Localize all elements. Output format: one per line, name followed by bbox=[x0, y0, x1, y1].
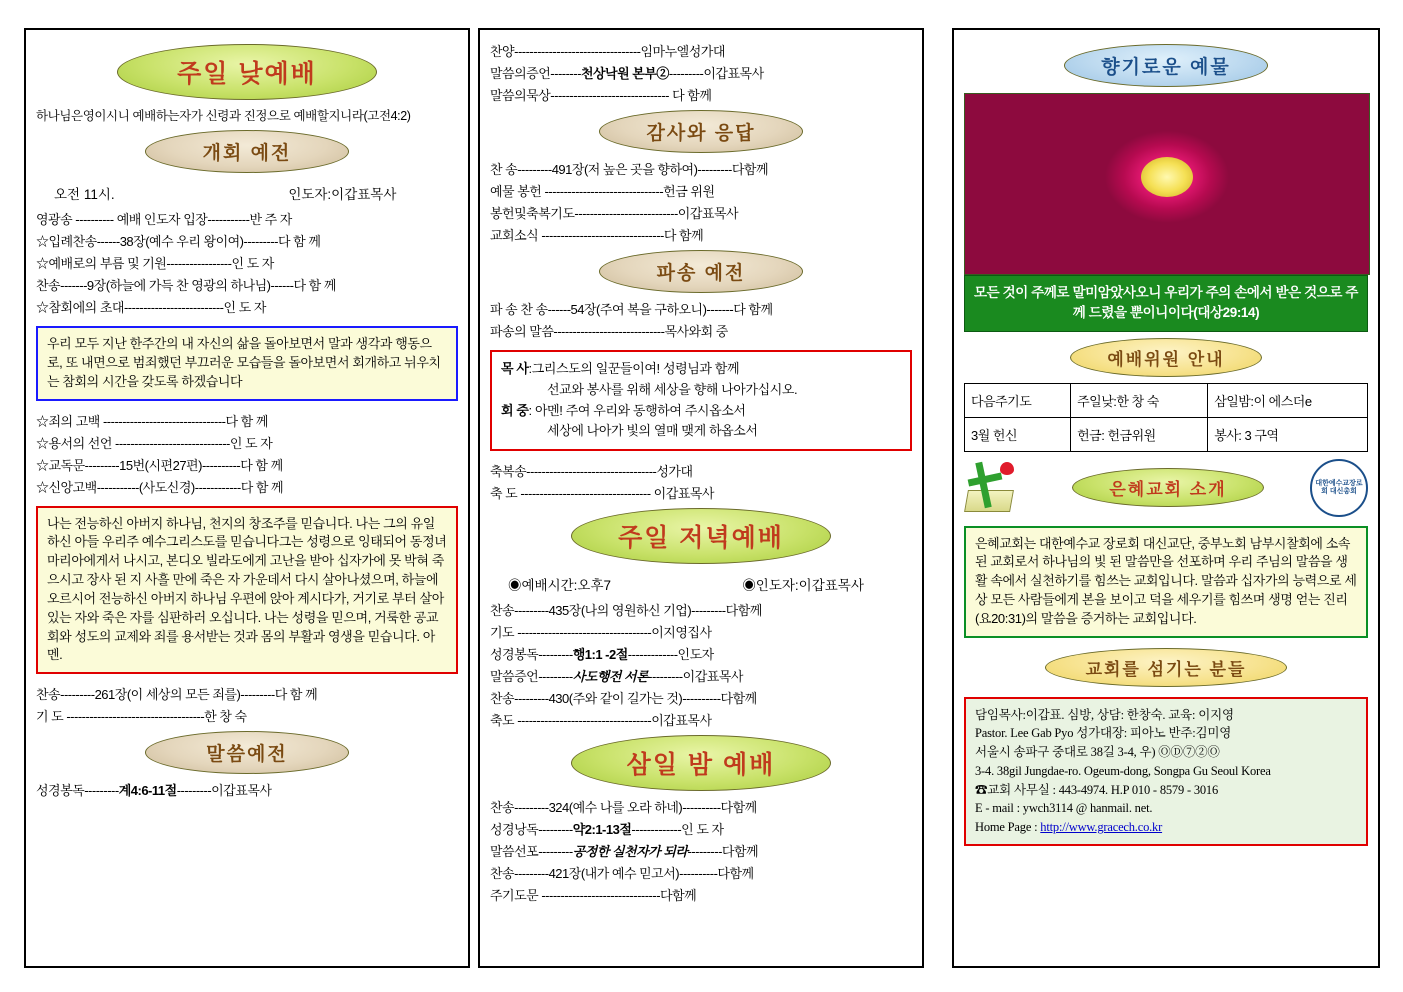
order-line: ☆신앙고백-----------(사도신경)------------다 함 께 bbox=[36, 479, 284, 495]
service-time: 오전 11시. bbox=[54, 187, 115, 202]
service-leader: 인도자:이갑표목사 bbox=[288, 187, 397, 202]
order-line: 찬양---------------------------------임마누엘성가대 bbox=[490, 44, 725, 59]
order-line: 축복송----------------------------------성가대 bbox=[490, 464, 693, 480]
order-line: 봉헌및축복기도---------------------------이갑표목사 bbox=[490, 206, 739, 221]
order-line: ☆죄의 고백 --------------------------------다 함 께 bbox=[36, 413, 268, 429]
title-church-intro: 은혜교회 소개 bbox=[1072, 468, 1264, 507]
emblem-row bbox=[964, 460, 1368, 516]
title-thanks-response: 감사와 응답 bbox=[599, 110, 803, 153]
column-worship-morning bbox=[24, 28, 470, 968]
order-line: 주기도문 -------------------------------다함께 bbox=[490, 888, 697, 904]
sending-dialogue-box bbox=[490, 350, 912, 451]
sending-congregation-line: 회 중: 아멘! 주여 우리와 동행하여 주시옵소서 bbox=[501, 402, 746, 418]
evening-sermon-line: 말씀증언---------사도행전 서론---------이갑표목사 bbox=[490, 669, 743, 685]
scripture-reading-line bbox=[36, 780, 458, 799]
title-opening-rite: 개회 예전 bbox=[145, 130, 349, 173]
order-line: 말씀의묵상------------------------------- 다 함께 bbox=[490, 88, 712, 103]
table-row bbox=[965, 383, 1368, 417]
flower-photo bbox=[964, 93, 1370, 275]
duty-cell: 헌금: 헌금위원 bbox=[1071, 417, 1208, 451]
repentance-box: 우리 모두 지난 한주간의 내 자신의 삶을 돌아보면서 말과 생각과 행동으로, 또 내면으로 범죄했던 부끄러운 모습들을 돌아보면서 회개하고 뉘우치는 참회의 시간을 갖도록 하겠습니다 bbox=[36, 326, 458, 401]
sending-pastor-label: 목 사 bbox=[501, 361, 529, 376]
wed-scripture-reference: 약2:1-13절 bbox=[572, 822, 632, 838]
staff-line: E - mail : ywch3114 @ hanmail. net. bbox=[975, 801, 1153, 816]
order-line: ☆참회에의 초대--------------------------인 도 자 bbox=[36, 300, 266, 315]
staff-line: 3-4. 38gil Jungdae-ro. Ogeum-dong, Songpa Gu Seoul Korea bbox=[975, 763, 1271, 778]
order-line: 교회소식 --------------------------------다 함께 bbox=[490, 228, 704, 243]
duty-cell: 다음주기도 bbox=[965, 383, 1071, 417]
church-contact-box bbox=[964, 697, 1368, 846]
scripture-prefix: 성경봉독--------- bbox=[36, 783, 119, 799]
title-wednesday-worship: 삼일 밤 예배 bbox=[571, 735, 831, 791]
evening-info-row bbox=[490, 574, 912, 594]
order-line: 찬송---------435장(나의 영원하신 기업)---------다함께 bbox=[490, 603, 762, 619]
staff-line: Pastor. Lee Gab Pyo 성가대장: 피아노 반주:김미영 bbox=[975, 726, 1232, 741]
opening-verse: 하나님은영이시니 예배하는자가 신령과 진정으로 예배할지니라(고전4:2) bbox=[36, 109, 411, 123]
order-line: ☆입례찬송------38장(예수 우리 왕이여)---------다 함 께 bbox=[36, 234, 321, 249]
church-intro-box: 은혜교회는 대한예수교 장로회 대신교단, 중부노회 남부시찰회에 소속된 교회로서 하나님의 빛 된 말씀만을 선포하며 우리 주님의 말씀을 생활 속에서 실천하기를 힘쓰는 교회입니다. 말씀과 십자가의 능력으로 세상 모든 사람들에게 본을 보이고 덕을 세우기를 힘쓰며 생명 얻는 진리(요20:31)의 말씀을 증거하는 교회입니다. bbox=[964, 526, 1368, 638]
order-line: ☆용서의 선언 ------------------------------인 도 자 bbox=[36, 435, 273, 451]
title-word-rite: 말씀예전 bbox=[145, 731, 349, 774]
sending-pastor-line2: 선교와 봉사를 위해 세상을 향해 나아가십시오. bbox=[547, 381, 798, 397]
staff-line: 담임목사:이갑표. 심방, 상담: 한창숙. 교육: 이지영 bbox=[975, 707, 1234, 722]
staff-line: 서울시 송파구 중대로 38길 3-4, 우) ⓄⒹ⑦②Ⓞ bbox=[975, 745, 1220, 760]
cross-bible-icon bbox=[964, 460, 1026, 516]
order-line: 찬송---------421장(내가 예수 믿고서)----------다함께 bbox=[490, 866, 754, 882]
column-info bbox=[952, 28, 1380, 968]
apostles-creed-box: 나는 전능하신 아버지 하나님, 천지의 창조주를 믿습니다. 나는 그의 유일하신 아들 우리주 예수그리스도를 믿습니다그는 성령으로 잉태되어 동정녀 마리아에게서 나시고, 본디오 빌라도에게 고난을 받아 십자가에 못 박혀 죽으시고 장사 된 지 사흘 만에 죽은 자 가운데서 다시 살아나셨으며, 하늘에 오르시어 전능하신 아버지 하나님 우편에 앉아 계시다가, 거기로 부터 살아있는 자와 죽은 자를 심판하러 오십니다. 나는 성령을 믿으며, 거룩한 공교회와 성도의 교제와 죄를 용서받는 것과 몸의 부활과 영생을 믿습니다. 아멘. bbox=[36, 506, 458, 675]
order-line: 파송의 말씀-----------------------------목사와회 중 bbox=[490, 324, 728, 339]
order-line: 축도 -----------------------------------이갑표목사 bbox=[490, 713, 712, 729]
offering-verse-band: 모든 것이 주께로 말미암았사오니 우리가 주의 손에서 받은 것으로 주께 드렸을 뿐이니이다(대상29:14) bbox=[964, 275, 1368, 332]
sending-congregation-label: 회 중 bbox=[501, 402, 529, 418]
sermon-suffix: ---------이갑표목사 bbox=[668, 66, 764, 81]
scripture-reference: 계4:6-11절 bbox=[118, 783, 177, 799]
order-line: ☆교독문---------15번(시편27편)----------다 함 께 bbox=[36, 457, 283, 473]
homepage-line bbox=[975, 818, 1357, 837]
order-line: 영광송 ---------- 예배 인도자 입장-----------반 주 자 bbox=[36, 212, 292, 227]
order-line: 찬송---------261장(이 세상의 모든 죄를)---------다 함 께 bbox=[36, 687, 318, 703]
duty-cell: 삼일밤:이 에스더e bbox=[1208, 383, 1368, 417]
title-sending-rite: 파송 예전 bbox=[599, 250, 803, 293]
title-sunday-evening-worship: 주일 저녁예배 bbox=[571, 508, 831, 564]
title-church-staff: 교회를 섬기는 분들 bbox=[1045, 648, 1287, 687]
order-line: 기 도 ------------------------------------한 창 숙 bbox=[36, 709, 247, 725]
evening-sermon-title: 사도행전 서론 bbox=[572, 669, 649, 685]
column-worship-continued bbox=[478, 28, 924, 968]
order-line: ☆예배로의 부름 및 기원-----------------인 도 자 bbox=[36, 256, 274, 271]
scripture-suffix: ---------이갑표목사 bbox=[176, 783, 272, 799]
evening-scripture-reference: 행1:1 -2절 bbox=[572, 647, 628, 663]
order-line: 찬 송---------491장(저 높은 곳을 향하여)---------다함께 bbox=[490, 162, 769, 177]
wed-scripture-line: 성경낭독---------약2:1-13절-------------인 도 자 bbox=[490, 822, 724, 838]
evening-leader: ◉인도자:이갑표목사 bbox=[742, 578, 864, 594]
homepage-link[interactable]: http://www.gracech.co.kr bbox=[1040, 820, 1163, 835]
duty-cell: 봉사: 3 구역 bbox=[1208, 417, 1368, 451]
title-worship-duty: 예배위원 안내 bbox=[1070, 338, 1262, 377]
sending-congregation-line2: 세상에 나아가 빛의 열매 맺게 하옵소서 bbox=[547, 423, 758, 439]
duty-table bbox=[964, 383, 1368, 452]
evening-time: ◉예배시간:오후7 bbox=[508, 578, 612, 594]
order-line: 찬송-------9장(하늘에 가득 찬 영광의 하나님)------다 함 께 bbox=[36, 278, 336, 293]
staff-line: ☎교회 사무실 : 443-4974. H.P 010 - 8579 - 3016 bbox=[975, 782, 1219, 797]
wed-sermon-title: 공정한 실천자가 되라 bbox=[572, 844, 688, 860]
sermon-line bbox=[490, 63, 912, 82]
order-line: 예물 봉헌 -------------------------------헌금 위원 bbox=[490, 184, 715, 199]
order-line: 파 송 찬 송------54장(주여 복을 구하오니)-------다 함께 bbox=[490, 302, 773, 317]
order-line: 기도 -----------------------------------이지영집사 bbox=[490, 625, 712, 641]
order-line: 축 도 ---------------------------------- 이갑표목사 bbox=[490, 486, 714, 502]
table-row bbox=[965, 417, 1368, 451]
evening-scripture-line: 성경봉독---------행1:1 -2절-------------인도자 bbox=[490, 647, 714, 663]
homepage-label: Home Page : bbox=[975, 820, 1041, 835]
sermon-prefix: 말씀의증언-------- bbox=[490, 66, 581, 81]
duty-cell: 주일낮:한 창 숙 bbox=[1071, 383, 1208, 417]
title-fragrant-offering: 향기로운 예물 bbox=[1064, 44, 1268, 87]
sermon-title: 천상낙원 본부② bbox=[580, 66, 669, 81]
service-time-row bbox=[36, 183, 458, 203]
wed-sermon-line: 말씀선포---------공정한 실천자가 되라---------다함께 bbox=[490, 844, 759, 860]
denomination-seal-icon: 대한예수교장로회 대신총회 bbox=[1310, 459, 1368, 517]
order-line: 찬송---------430(주와 같이 길가는 것)----------다함께 bbox=[490, 691, 757, 707]
order-line: 찬송---------324(예수 나를 오라 하네)----------다함께 bbox=[490, 800, 757, 816]
title-sunday-morning-worship: 주일 낮예배 bbox=[117, 44, 377, 100]
sending-pastor-line: 목 사:그리스도의 일꾼들이여! 성령님과 함께 bbox=[501, 361, 740, 376]
duty-cell: 3월 헌신 bbox=[965, 417, 1071, 451]
